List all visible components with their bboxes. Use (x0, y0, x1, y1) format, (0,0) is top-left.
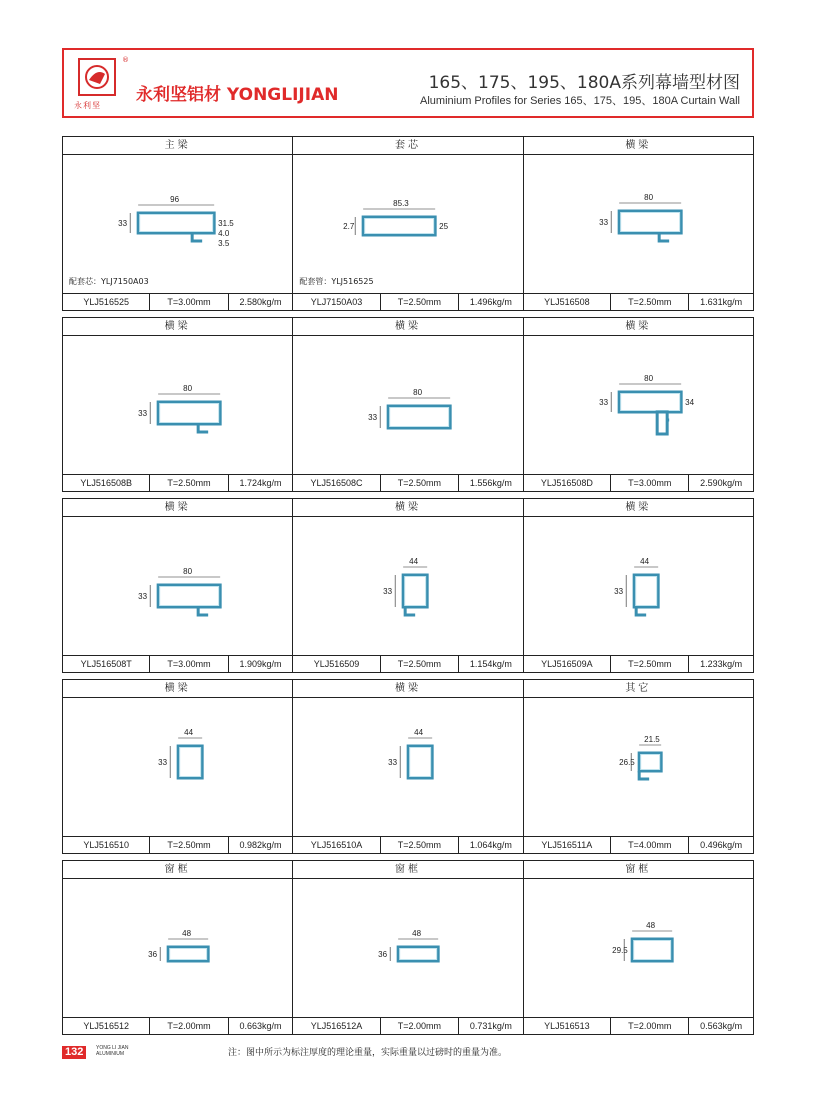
dimension-label: 48 (645, 921, 655, 930)
profile-code: YLJ516513 (524, 1018, 611, 1034)
profile-title: 横梁 (524, 499, 753, 517)
dimension-label: 44 (639, 557, 649, 566)
profile-cell (63, 861, 293, 1034)
profile-drawing (63, 698, 292, 837)
dimension-label: 36 (378, 950, 388, 959)
profile-drawing (524, 879, 753, 1018)
profile-thickness: T=2.00mm (611, 1018, 689, 1034)
profile-thickness: T=2.50mm (611, 294, 689, 310)
profile-thickness: T=3.00mm (150, 294, 228, 310)
profile-thickness: T=2.50mm (381, 294, 459, 310)
profile-diagram (63, 155, 292, 293)
dimension-label: 33 (383, 587, 393, 596)
profile-drawing (63, 155, 292, 294)
profile-spec (524, 656, 753, 672)
profile-row (62, 317, 754, 492)
profile-diagram (524, 698, 753, 836)
profile-title: 主梁 (63, 137, 292, 155)
profile-diagram (293, 879, 522, 1017)
profile-code: YLJ516508 (524, 294, 611, 310)
logo-text: 永利坚 (74, 101, 101, 110)
profile-section (388, 406, 450, 428)
profile-title: 横梁 (63, 318, 292, 336)
dimension-label: 33 (368, 413, 378, 422)
dimension-label: 80 (643, 193, 653, 202)
profile-weight: 1.064kg/m (469, 840, 512, 850)
profile-row (62, 136, 754, 311)
dimension-label: 48 (182, 929, 192, 938)
profile-section (363, 217, 435, 235)
profile-diagram (524, 336, 753, 474)
profile-title: 窗框 (524, 861, 753, 879)
profile-spec (293, 837, 522, 853)
profile-title: 横梁 (293, 318, 522, 336)
profile-spec (524, 1018, 753, 1034)
profile-drawing (524, 336, 753, 475)
profile-section (639, 753, 661, 771)
dimension-label: 33 (138, 409, 148, 418)
profile-code: YLJ7150A03 (293, 294, 380, 310)
profile-drawing (524, 698, 753, 837)
paired-part-note: 配套管：YLJ516525 (299, 277, 374, 286)
profile-section (632, 939, 672, 961)
dimension-label: 2.7 (343, 222, 355, 231)
profile-cell (524, 680, 753, 853)
profile-thickness: T=2.50mm (150, 475, 228, 491)
profile-weight: 2.580kg/m (239, 297, 282, 307)
profile-title: 套芯 (293, 137, 522, 155)
profile-section (138, 213, 214, 233)
profile-code: YLJ516508C (293, 475, 380, 491)
profile-spec (524, 837, 753, 853)
profile-drawing (293, 698, 522, 837)
profile-thickness: T=2.50mm (381, 656, 459, 672)
profile-spec (524, 294, 753, 310)
profile-code: YLJ516525 (63, 294, 150, 310)
profile-cell (524, 861, 753, 1034)
profile-title: 横梁 (524, 318, 753, 336)
profile-spec (63, 837, 292, 853)
profile-weight: 0.731kg/m (469, 1021, 512, 1031)
profile-drawing (524, 155, 753, 294)
profile-weight: 1.631kg/m (700, 297, 743, 307)
profile-diagram (293, 698, 522, 836)
profile-spec (63, 475, 292, 491)
profile-drawing (293, 336, 522, 475)
logo-icon (78, 58, 116, 96)
dimension-label: 85.3 (393, 199, 410, 208)
dimension-label: 33 (598, 218, 608, 227)
profile-section (178, 746, 202, 778)
profile-cell (63, 318, 293, 491)
profile-section (634, 575, 658, 607)
profile-weight: 0.663kg/m (239, 1021, 282, 1031)
profile-thickness: T=3.00mm (611, 475, 689, 491)
profile-title: 其它 (524, 680, 753, 698)
dimension-label: 31.5 (218, 219, 234, 228)
profile-title: 横梁 (293, 680, 522, 698)
dimension-label: 44 (184, 728, 194, 737)
dimension-label: 33 (388, 758, 398, 767)
dimension-label: 25 (439, 222, 449, 231)
profile-weight: 0.982kg/m (239, 840, 282, 850)
profile-code: YLJ516510 (63, 837, 150, 853)
page-title: 165、175、195、180A系列幕墙型材图 (428, 73, 740, 93)
profile-diagram (524, 879, 753, 1017)
dimension-label: 44 (409, 557, 419, 566)
paired-part-note: 配套芯：YLJ7150A03 (69, 277, 149, 286)
profile-cell (293, 861, 523, 1034)
profile-code: YLJ516508B (63, 475, 150, 491)
profile-title: 窗框 (293, 861, 522, 879)
profile-spec (63, 656, 292, 672)
page-number: 132 (62, 1046, 86, 1059)
profile-section (403, 575, 427, 607)
dimension-label: 26.5 (618, 758, 635, 767)
profile-code: YLJ516508D (524, 475, 611, 491)
profile-grid (62, 136, 754, 1041)
profile-weight: 1.556kg/m (469, 478, 512, 488)
profile-thickness: T=2.50mm (150, 837, 228, 853)
profile-section (398, 947, 438, 961)
profile-code: YLJ516509 (293, 656, 380, 672)
profile-section (408, 746, 432, 778)
profile-title: 横梁 (63, 680, 292, 698)
profile-code: YLJ516509A (524, 656, 611, 672)
profile-thickness: T=2.50mm (611, 656, 689, 672)
profile-thickness: T=4.00mm (611, 837, 689, 853)
profile-row (62, 498, 754, 673)
profile-diagram (63, 336, 292, 474)
profile-diagram (293, 336, 522, 474)
profile-diagram (293, 155, 522, 293)
profile-section (158, 585, 220, 607)
profile-spec (63, 1018, 292, 1034)
dimension-label: 4.0 (218, 229, 230, 238)
profile-drawing (63, 336, 292, 475)
profile-title: 窗框 (63, 861, 292, 879)
profile-weight: 1.233kg/m (700, 659, 743, 669)
dimension-label: 80 (183, 567, 193, 576)
profile-code: YLJ516508T (63, 656, 150, 672)
profile-spec (293, 1018, 522, 1034)
registered-mark: ® (122, 56, 129, 64)
profile-cell (63, 499, 293, 672)
profile-cell (524, 499, 753, 672)
profile-code: YLJ516512A (293, 1018, 380, 1034)
dimension-label: 21.5 (643, 735, 660, 744)
profile-cell (293, 137, 523, 310)
profile-cell (293, 499, 523, 672)
profile-weight: 1.496kg/m (469, 297, 512, 307)
dimension-label: 96 (170, 195, 180, 204)
dimension-label: 33 (138, 592, 148, 601)
profile-weight: 1.724kg/m (239, 478, 282, 488)
dimension-label: 80 (183, 384, 193, 393)
profile-stem (657, 412, 667, 434)
page-subtitle: Aluminium Profiles for Series 165、175、195、180A Curtain Wall (420, 95, 740, 107)
profile-title: 横梁 (63, 499, 292, 517)
profile-spec (293, 656, 522, 672)
brand-name: 永利坚铝材 YONGLIJIAN (136, 85, 339, 105)
dimension-label: 33 (598, 398, 608, 407)
dimension-label: 33 (118, 219, 128, 228)
profile-weight: 0.496kg/m (700, 840, 743, 850)
dimension-label: 48 (412, 929, 422, 938)
profile-diagram (63, 698, 292, 836)
profile-section (619, 392, 681, 412)
profile-thickness: T=2.50mm (381, 475, 459, 491)
profile-section (158, 402, 220, 424)
profile-weight: 2.590kg/m (700, 478, 743, 488)
dimension-label: 33 (158, 758, 168, 767)
profile-spec (524, 475, 753, 491)
profile-weight: 1.154kg/m (469, 659, 512, 669)
profile-spec (293, 475, 522, 491)
dimension-label: 80 (643, 374, 653, 383)
dimension-label: 3.5 (218, 239, 230, 248)
dimension-label: 36 (148, 950, 158, 959)
profile-code: YLJ516510A (293, 837, 380, 853)
profile-weight: 1.909kg/m (239, 659, 282, 669)
dimension-label: 29.5 (611, 946, 628, 955)
profile-cell (524, 137, 753, 310)
footer-brand-line2: ALUMINIUM (96, 1051, 125, 1057)
profile-diagram (63, 879, 292, 1017)
profile-row (62, 860, 754, 1035)
profile-cell (524, 318, 753, 491)
dimension-label: 33 (613, 587, 623, 596)
profile-section (619, 211, 681, 233)
profile-thickness: T=2.00mm (150, 1018, 228, 1034)
profile-diagram (63, 517, 292, 655)
profile-thickness: T=3.00mm (150, 656, 228, 672)
footer-brand (96, 1045, 129, 1057)
footer-brand-line1: YONG LI JIAN (96, 1045, 129, 1051)
profile-row (62, 679, 754, 854)
profile-diagram (293, 517, 522, 655)
profile-cell (63, 680, 293, 853)
profile-spec (293, 294, 522, 310)
profile-title: 横梁 (293, 499, 522, 517)
profile-drawing (524, 517, 753, 656)
profile-diagram (524, 517, 753, 655)
dimension-label: 34 (684, 398, 694, 407)
dimension-label: 44 (414, 728, 424, 737)
profile-drawing (293, 517, 522, 656)
footer-note: 注：图中所示为标注厚度的理论重量，实际重量以过磅时的重量为准。 (228, 1048, 508, 1058)
profile-drawing (293, 879, 522, 1018)
profile-drawing (63, 879, 292, 1018)
profile-code: YLJ516511A (524, 837, 611, 853)
profile-thickness: T=2.00mm (381, 1018, 459, 1034)
profile-spec (63, 294, 292, 310)
profile-weight: 0.563kg/m (700, 1021, 743, 1031)
profile-drawing (63, 517, 292, 656)
profile-drawing (293, 155, 522, 294)
page-header (62, 48, 754, 118)
profile-section (168, 947, 208, 961)
profile-code: YLJ516512 (63, 1018, 150, 1034)
profile-cell (293, 680, 523, 853)
profile-diagram (524, 155, 753, 293)
profile-cell (63, 137, 293, 310)
dimension-label: 80 (413, 388, 423, 397)
profile-cell (293, 318, 523, 491)
profile-title: 横梁 (524, 137, 753, 155)
profile-thickness: T=2.50mm (381, 837, 459, 853)
